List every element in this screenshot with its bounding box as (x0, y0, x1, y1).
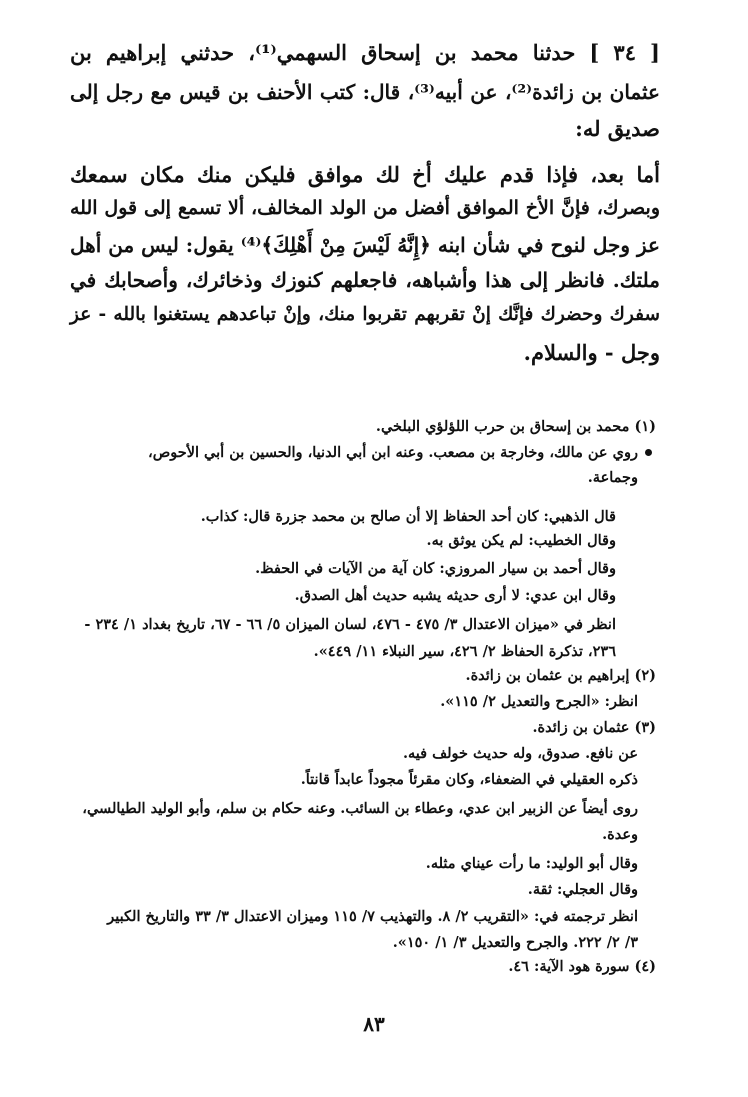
bullet-icon (645, 449, 652, 456)
main-line: عثمان بن زائدة⁽²⁾، عن أبيه⁽³⁾، قال: كتب الأحنف بن قيس مع رجل إلى (70, 80, 660, 104)
footnote-line: روى أيضاً عن الزبير ابن عدي، وعطاء بن السائب. وعنه حكام بن سلم، وأبو الوليد الطيالسي، (82, 800, 638, 817)
footnote-line: انظر ترجمته في: «التقريب ٢/ ٨. والتهذيب ٧/ ١١٥ وميزان الاعتدال ٣/ ٣٣ والتاريخ الكبير (107, 908, 638, 925)
footnote-line: انظر في «ميزان الاعتدال ٣/ ٤٧٥ - ٤٧٦، لسان الميزان ٥/ ٦٦ - ٦٧، تاريخ بغداد ١/ ٢٣٤ - (84, 616, 616, 633)
footnote-line: وقال العجلي: ثقة. (527, 881, 638, 898)
footnote-line: وجماعة. (587, 469, 638, 486)
main-line: صديق له: (575, 116, 660, 141)
footnote-line: ذكره العقيلي في الضعفاء، وكان مقرئاً مجوداً عابداً قانتاً. (300, 771, 638, 788)
footnote-line: وقال الخطيب: لم يكن يوثق به. (426, 532, 616, 549)
footnote-line: وعدة. (602, 826, 638, 843)
letter-line: عز وجل لنوح في شأن ابنه ﴿إِنَّهُ لَيْسَ مِنْ أَهْلِكَ﴾⁽⁴⁾ يقول: ليس من أهل (70, 233, 660, 257)
letter-line: أما بعد، فإذا قدم عليك أخ لك موافق فليكن منك مكان سمعك (70, 162, 660, 187)
footnote-line: ٣/ ٢/ ٢٢٢. والجرح والتعديل ٣/ ١/ ١٥٠». (392, 934, 638, 951)
footnote-line: (٤) سورة هود الآية: ٤٦. (508, 958, 656, 975)
footnote-line: ٢٣٦، تذكرة الحفاظ ٢/ ٤٢٦، سير النبلاء ١١/ ٤٤٩». (313, 643, 616, 660)
letter-line: سفرك وحضرك فإنَّك إنْ تقربهم تقربوا منك، وإنْ تباعدهم يستغنوا بالله - عز (70, 304, 660, 325)
footnote-line: (٣) عثمان بن زائدة. (532, 719, 656, 736)
footnote-line: قال الذهبي: كان أحد الحفاظ إلا أن صالح بن محمد جزرة قال: كذاب. (200, 508, 616, 525)
letter-line: ملتك. فانظر إلى هذا وأشباهه، فاجعلهم كنوزك وذخائرك، وأصحابك في (70, 268, 660, 292)
footnote-line: (٢) إبراهيم بن عثمان بن زائدة. (465, 667, 656, 684)
footnote-line: (١) محمد بن إسحاق بن حرب اللؤلؤي البلخي. (375, 418, 656, 435)
page-number: ٨٣ (363, 1012, 385, 1036)
footnote-line: وقال أبو الوليد: ما رأت عيناي مثله. (425, 855, 638, 872)
main-line: [ ٣٤ ] حدثنا محمد بن إسحاق السهمي⁽¹⁾، حدثني إبراهيم بن (70, 40, 660, 65)
footnote-line: وقال ابن عدي: لا أرى حديثه يشبه حديث أهل الصدق. (294, 587, 616, 604)
letter-line: وبصرك، فإنَّ الأخ الموافق أفضل من الولد المخالف، ألا تسمع إلى قول الله (70, 197, 660, 219)
footnote-line: عن نافع. صدوق، وله حديث خولف فيه. (402, 745, 638, 762)
footnote-line: انظر: «الجرح والتعديل ٢/ ١١٥». (440, 693, 638, 710)
letter-line: وجل - والسلام. (523, 340, 660, 365)
footnote-line: وقال أحمد بن سيار المروزي: كان آية من الآيات في الحفظ. (255, 560, 616, 577)
footnote-line: روي عن مالك، وخارجة بن مصعب. وعنه ابن أبي الدنيا، والحسين بن أبي الأحوص، (148, 444, 638, 461)
